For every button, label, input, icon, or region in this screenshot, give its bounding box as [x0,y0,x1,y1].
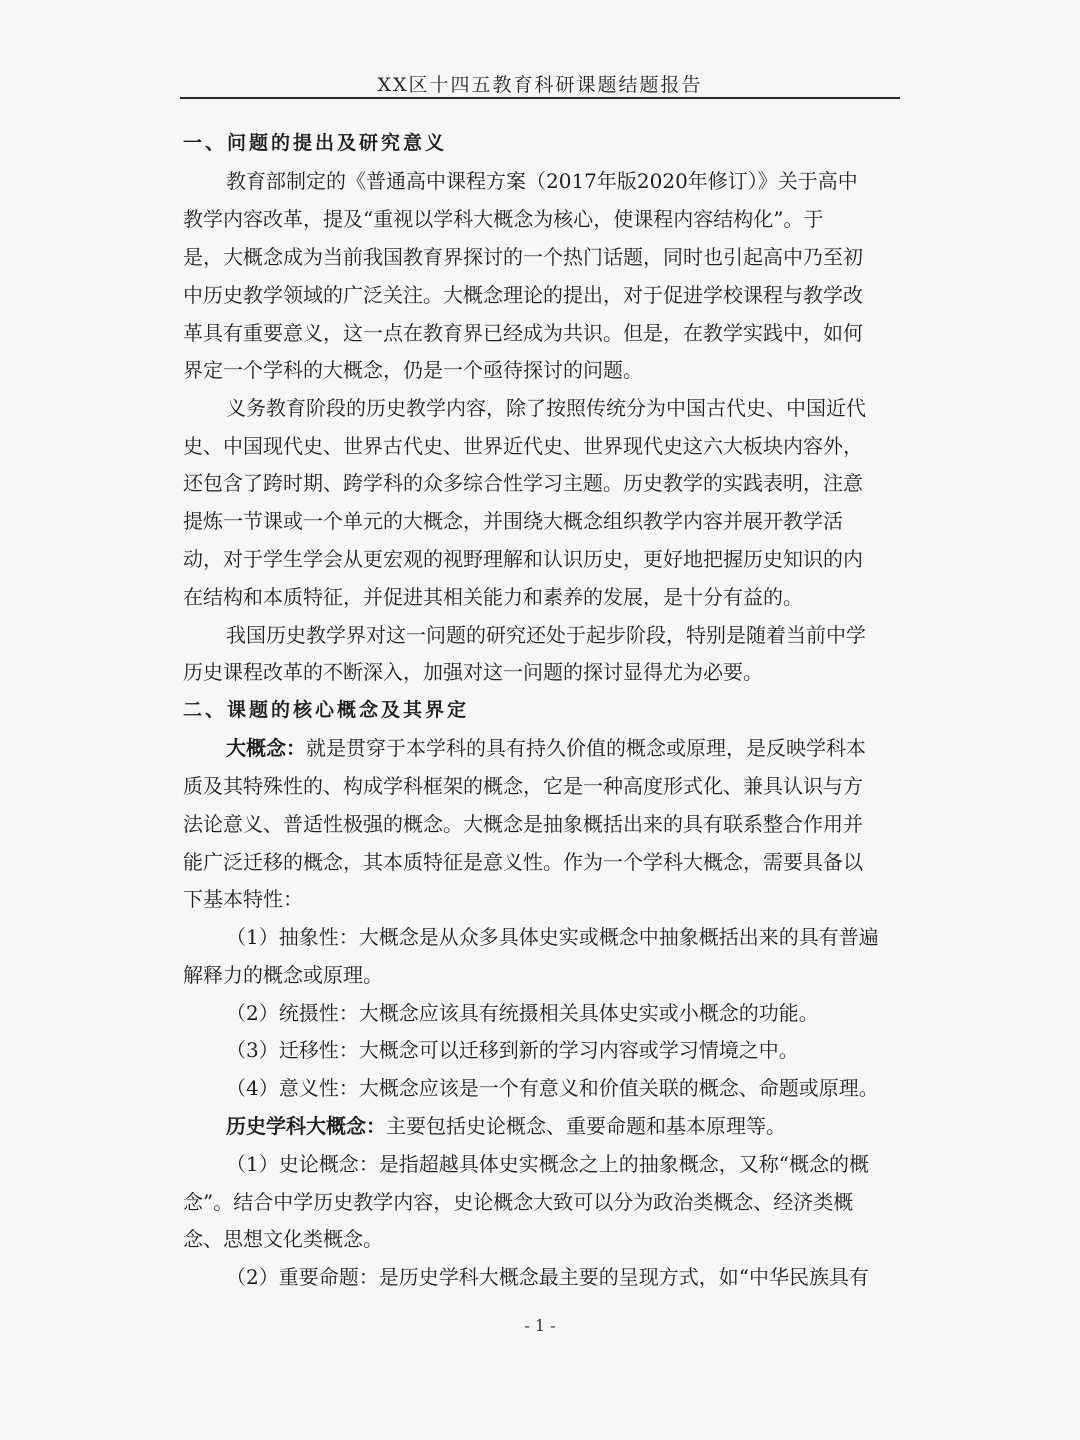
term-text: 主要包括史论概念、重要命题和基本原理等。 [386,1114,786,1138]
paragraph-line: 中历史教学领域的广泛关注。大概念理论的提出，对于促进学校课程与教学改 [183,283,863,307]
sub-item: 念、思想文化类概念。 [183,1227,383,1251]
term-label: 大概念： [226,736,306,760]
paragraph-line: 质及其特殊性的、构成学科框架的概念，它是一种高度形式化、兼具认识与方 [183,774,863,798]
header-divider [180,97,900,99]
paragraph-line: 史、中国现代史、世界古代史、世界近代史、世界现代史这六大板块内容外， [183,434,863,458]
section-1-heading: 一、问题的提出及研究意义 [183,132,448,154]
paragraph-line: 革具有重要意义，这一点在教育界已经成为共识。但是，在教学实践中，如何 [183,321,863,345]
paragraph-line: 是，大概念成为当前我国教育界探讨的一个热门话题，同时也引起高中乃至初 [183,245,863,269]
paragraph-line: 动，对于学生学会从更宏观的视野理解和认识历史，更好地把握历史知识的内 [183,547,863,571]
paragraph-line: 提炼一节课或一个单元的大概念，并围绕大概念组织教学内容并展开教学活 [183,509,843,533]
sub-item: （2）重要命题：是历史学科大概念最主要的呈现方式，如“中华民族具有 [226,1265,869,1289]
feature-item: （1）抽象性：大概念是从众多具体史实或概念中抽象概括出来的具有普遍 [226,925,879,949]
paragraph-line: 下基本特性： [183,887,303,911]
paragraph-line: 义务教育阶段的历史教学内容，除了按照传统分为中国古代史、中国近代 [226,396,866,420]
paragraph-line: 法论意义、普适性极强的概念。大概念是抽象概括出来的具有联系整合作用并 [183,812,863,836]
feature-item: （2）统摄性：大概念应该具有统摄相关具体史实或小概念的功能。 [226,1001,819,1025]
paragraph-line: 在结构和本质特征，并促进其相关能力和素养的发展，是十分有益的。 [183,585,803,609]
definition-line [226,1113,786,1139]
paragraph-line: 教学内容改革，提及“重视以学科大概念为核心，使课程内容结构化”。于 [183,207,824,231]
feature-item: （3）迁移性：大概念可以迁移到新的学习内容或学习情境之中。 [226,1038,799,1062]
page-number: - 1 - [524,1316,556,1335]
sub-item: 念”。结合中学历史教学内容，史论概念大致可以分为政治类概念、经济类概 [183,1190,854,1214]
section-2-heading: 二、课题的核心概念及其界定 [183,699,470,721]
paragraph-line: 还包含了跨时期、跨学科的众多综合性学习主题。历史教学的实践表明，注意 [183,471,863,495]
term-label: 历史学科大概念： [226,1114,386,1138]
definition-line [226,735,866,761]
paragraph-line: 能广泛迁移的概念，其本质特征是意义性。作为一个学科大概念，需要具备以 [183,850,863,874]
feature-item: 解释力的概念或原理。 [183,963,383,987]
sub-item: （1）史论概念：是指超越具体史实概念之上的抽象概念，又称“概念的概 [226,1152,869,1176]
paragraph-line: 教育部制定的《普通高中课程方案（2017年版2020年修订）》关于高中 [226,169,858,193]
page-header-title: XX区十四五教育科研课题结题报告 [377,74,703,96]
feature-item: （4）意义性：大概念应该是一个有意义和价值关联的概念、命题或原理。 [226,1076,879,1100]
paragraph-line: 历史课程改革的不断深入，加强对这一问题的探讨显得尤为必要。 [183,660,763,684]
term-text: 就是贯穿于本学科的具有持久价值的概念或原理，是反映学科本 [306,736,866,760]
paragraph-line: 我国历史教学界对这一问题的研究还处于起步阶段，特别是随着当前中学 [226,623,866,647]
paragraph-line: 界定一个学科的大概念，仍是一个亟待探讨的问题。 [183,358,643,382]
